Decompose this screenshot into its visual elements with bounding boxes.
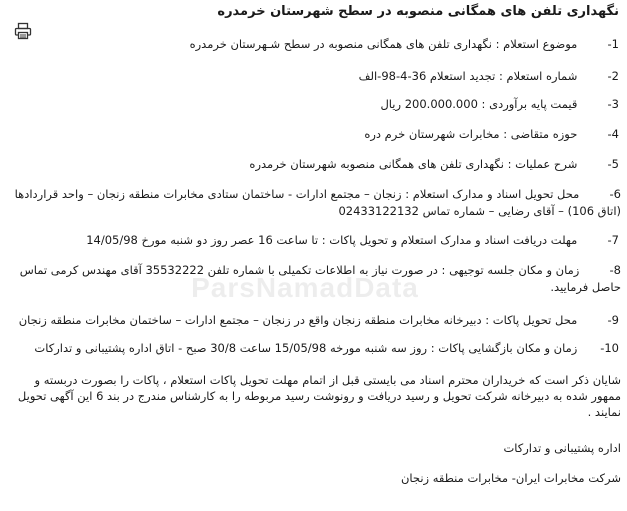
list-item — [11, 96, 619, 113]
item-number: 8- — [609, 263, 621, 277]
item-text: شرح عملیات : نگهداری تلفن های همگانی منصوبه شهرستان خرمدره — [249, 157, 578, 171]
item-number: 10- — [600, 341, 619, 355]
item-number: 9- — [607, 313, 619, 327]
department-name: اداره پشتیبانی و تدارکات — [503, 441, 621, 455]
watermark: ParsNamadData — [191, 272, 419, 303]
page-title: نگهداری تلفن های همگانی منصوبه در سطح شهرستان خرمدره — [217, 4, 619, 19]
item-number: 1- — [607, 37, 619, 51]
item-text: مهلت دریافت اسناد و مدارک استعلام و تحویل پاکات : تا ساعت 16 عصر روز دو شنبه مورخ 14/05/98 — [86, 233, 578, 247]
item-text: محل تحویل پاکات : دبیرخانه مخابرات منطقه زنجان واقع در زنجان – مجتمع ادارات – ساختمان مخابرات منطقه زنجان — [18, 313, 578, 327]
list-item — [11, 36, 619, 53]
list-item — [11, 68, 619, 85]
list-item — [11, 312, 619, 329]
item-text: محل تحویل اسناد و مدارک استعلام : زنجان – مجتمع ادارات - ساختمان ستادی مخابرات منطقه زنجان – واحد قراردادها (اتاق 106) – آقای رضایی – شماره تماس 02433122132 — [14, 187, 621, 218]
list-item — [9, 186, 621, 220]
item-number: 3- — [607, 97, 619, 111]
item-number: 2- — [607, 69, 619, 83]
item-text: قیمت پایه برآوردی : 200.000.000 ریال — [380, 97, 578, 111]
list-item — [11, 126, 619, 143]
item-text: زمان و مکان بازگشایی پاکات : روز سه شنبه مورخه 15/05/98 ساعت 30/8 صبح - اتاق اداره پشتیبانی و تدارکات — [34, 341, 578, 355]
list-item — [9, 262, 621, 296]
list-item — [11, 340, 619, 357]
item-text: حوزه متقاضی : مخابرات شهرستان خرم دره — [364, 127, 578, 141]
list-item — [11, 156, 619, 173]
notice-paragraph: شایان ذکر است که خریداران محترم اسناد می بایستی قبل از اتمام مهلت تحویل پاکات استعلام ، پاکات را بصورت دربسته و ممهور شده به دبیرخانه شرکت تحویل و رسید دریافت و رونوشت رسید مربوطه را به کارشناس مندرج در بند 6 این آگهی تحویل نمایند . — [17, 373, 621, 419]
item-text: زمان و مکان جلسه توجیهی : در صورت نیاز به اطلاعات تکمیلی با شماره تلفن 35532222 آقای مهندس کرمی تماس حاصل فرمایید. — [19, 263, 621, 294]
company-name: شرکت مخابرات ایران- مخابرات منطقه زنجان — [400, 471, 621, 485]
list-item — [11, 232, 619, 249]
item-text: موضوع استعلام : نگهداری تلفن های همگانی منصوبه در سطح شـهرستان خرمدره — [189, 37, 578, 51]
item-number: 5- — [607, 157, 619, 171]
item-text: شماره استعلام : تجدید استعلام 36-4-98-الف — [358, 69, 578, 83]
item-number: 7- — [607, 233, 619, 247]
item-number: 6- — [609, 187, 621, 201]
item-number: 4- — [607, 127, 619, 141]
